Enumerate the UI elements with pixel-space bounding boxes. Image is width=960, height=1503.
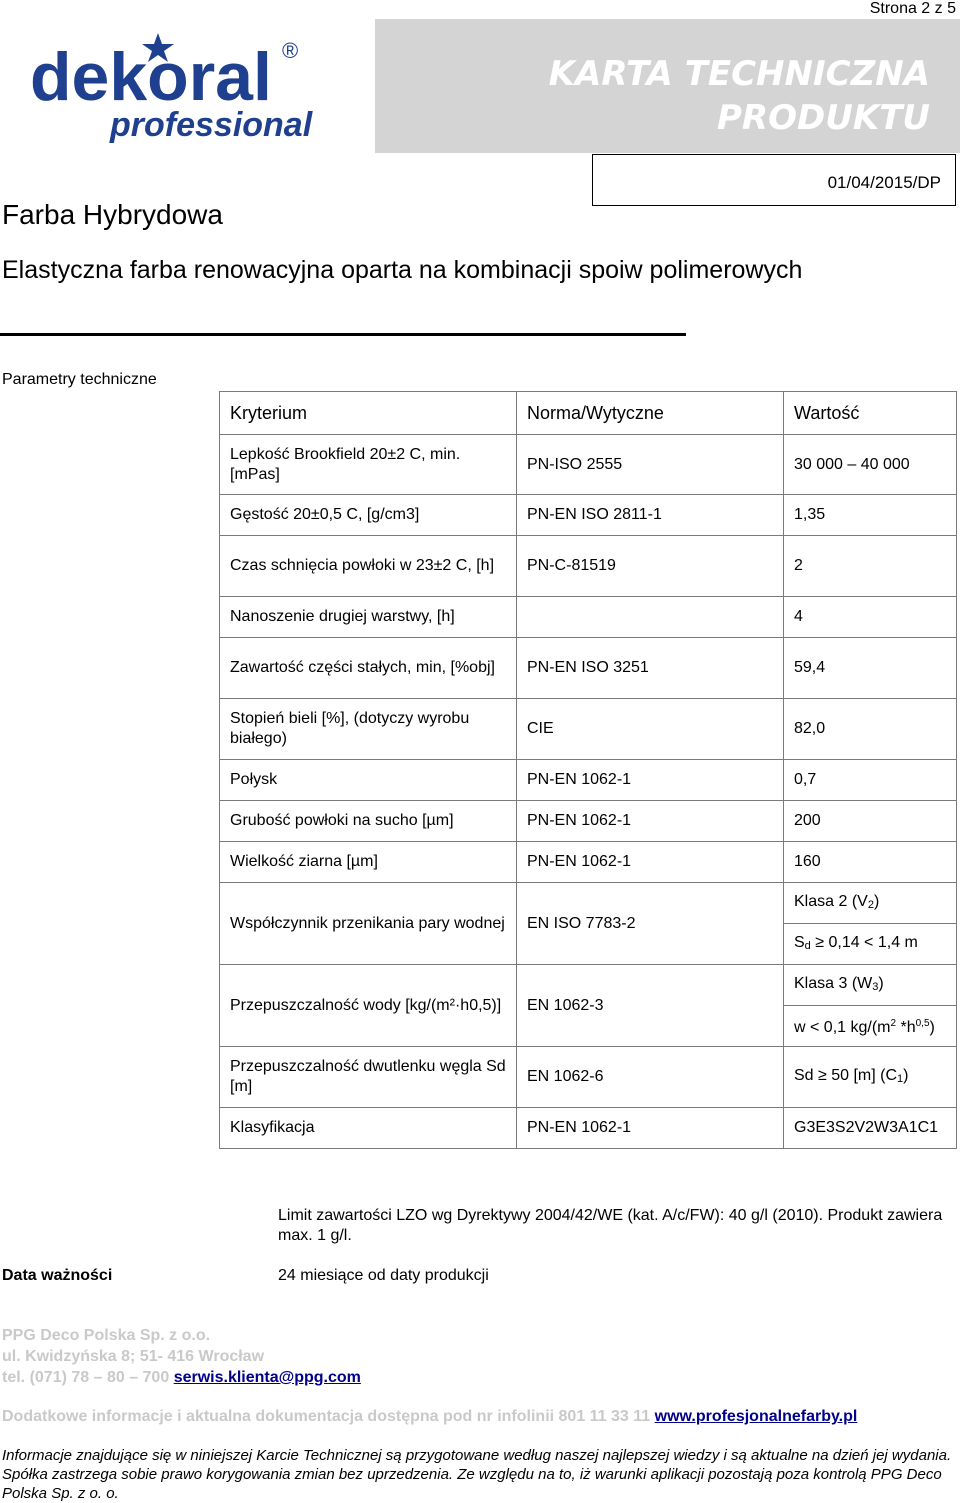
- cell-value: G3E3S2V2W3A1C1: [784, 1108, 957, 1149]
- cell-norm: PN-EN 1062-1: [517, 842, 784, 883]
- cell-criterion: Gęstość 20±0,5 C, [g/cm3]: [220, 495, 517, 536]
- table-row: [220, 760, 957, 801]
- cell-norm: PN-C-81519: [517, 536, 784, 597]
- header-criterion: Kryterium: [220, 392, 517, 435]
- cell-norm: PN-EN 1062-1: [517, 1108, 784, 1149]
- doc-title-line1: KARTA TECHNICZNA: [548, 54, 930, 94]
- cell-value: 82,0: [784, 699, 957, 760]
- params-section-label: Parametry techniczne: [2, 371, 157, 388]
- header-value: Wartość: [784, 392, 957, 435]
- doc-title: [510, 52, 930, 140]
- company-email-link[interactable]: serwis.klienta@ppg.com: [173, 1369, 361, 1386]
- cell-criterion: Współczynnik przenikania pary wodnej: [220, 883, 517, 965]
- params-table: [219, 391, 957, 1149]
- cell-value: 59,4: [784, 638, 957, 699]
- validity-label: Data ważności: [2, 1267, 113, 1284]
- cell-criterion: Lepkość Brookfield 20±2 C, min. [mPas]: [220, 435, 517, 495]
- cell-value: 4: [784, 597, 957, 638]
- info-text: Dodatkowe informacje i aktualna dokumentacja dostępna pod nr infolinii 801 11 33 11: [2, 1408, 651, 1425]
- cell-criterion: Przepuszczalność wody [kg/(m²·h0,5)]: [220, 965, 517, 1047]
- disclaimer: Informacje znajdujące się w niniejszej Karcie Technicznej są przygotowane według naszej najlepszej wiedzy i są aktualne na dzień jej wydania. Spółka zastrzega sobie prawo korygowania zmian bez uprzedzenia. Ze względu na to, iż warunki aplikacji pozostają poza kontrolą PPG Deco Polska Sp. z o. o.: [2, 1447, 952, 1502]
- cell-value: 160: [784, 842, 957, 883]
- cell-norm: PN-EN ISO 2811-1: [517, 495, 784, 536]
- cell-norm: PN-EN 1062-1: [517, 760, 784, 801]
- table-row: [220, 638, 957, 699]
- cell-criterion: Przepuszczalność dwutlenku węgla Sd [m]: [220, 1047, 517, 1108]
- product-name: Farba Hybrydowa: [2, 199, 223, 230]
- cell-value: 2: [784, 536, 957, 597]
- table-row: [220, 801, 957, 842]
- cell-norm: EN 1062-3: [517, 965, 784, 1047]
- cell-value: 1,35: [784, 495, 957, 536]
- cell-value: 0,7: [784, 760, 957, 801]
- page-number: Strona 2 z 5: [869, 0, 956, 17]
- cell-value: Sd ≥ 50 [m] (C1): [784, 1047, 957, 1108]
- table-row: [220, 1047, 957, 1108]
- cell-norm: CIE: [517, 699, 784, 760]
- cell-criterion: Stopień bieli [%], (dotyczy wyrobu białego): [220, 699, 517, 760]
- logo-wordmark: dekoral: [30, 39, 272, 115]
- table-row: [220, 699, 957, 760]
- table-header-row: [220, 392, 957, 435]
- cell-criterion: Zawartość części stałych, min, [%obj]: [220, 638, 517, 699]
- table-row: [220, 597, 957, 638]
- cell-criterion: Połysk: [220, 760, 517, 801]
- date-code: 01/04/2015/DP: [592, 154, 956, 206]
- cell-value-sd: Sd ≥ 0,14 < 1,4 m: [784, 924, 957, 965]
- logo-registered-mark: ®: [282, 38, 299, 63]
- cell-value-w: w < 0,1 $kg/(m^2$ $*h^{0,5}$): [784, 1006, 957, 1047]
- table-row: [220, 435, 957, 495]
- header-norm: Norma/Wytyczne: [517, 392, 784, 435]
- table-row: [220, 536, 957, 597]
- cell-norm: EN 1062-6: [517, 1047, 784, 1108]
- cell-norm: PN-ISO 2555: [517, 435, 784, 495]
- company-name: PPG Deco Polska Sp. z o.o.: [2, 1327, 211, 1344]
- cell-criterion: Grubość powłoki na sucho [µm]: [220, 801, 517, 842]
- company-contact: [2, 1367, 361, 1388]
- logo-professional: professional: [110, 106, 313, 144]
- cell-criterion: Klasyfikacja: [220, 1108, 517, 1149]
- cell-norm: PN-EN 1062-1: [517, 801, 784, 842]
- table-row: [220, 883, 957, 924]
- cell-criterion: Czas schnięcia powłoki w 23±2 C, [h]: [220, 536, 517, 597]
- company-block: [2, 1325, 361, 1388]
- website-link[interactable]: www.profesjonalnefarby.pl: [654, 1408, 858, 1425]
- dekoral-logo: [30, 28, 350, 148]
- company-phone: tel. (071) 78 – 80 – 700: [2, 1369, 170, 1386]
- cell-norm: EN ISO 7783-2: [517, 883, 784, 965]
- cell-value: 200: [784, 801, 957, 842]
- cell-criterion: Wielkość ziarna [µm]: [220, 842, 517, 883]
- validity-value: 24 miesiące od daty produkcji: [278, 1267, 489, 1284]
- cell-norm: PN-EN ISO 3251: [517, 638, 784, 699]
- divider: [0, 333, 686, 336]
- company-address: ul. Kwidzyńska 8; 51- 416 Wrocław: [2, 1348, 265, 1365]
- info-line: [2, 1408, 857, 1426]
- lzo-limit-text: Limit zawartości LZO wg Dyrektywy 2004/42/WE (kat. A/c/FW): 40 g/l (2010). Produkt zawiera max. 1 g/l.: [278, 1207, 943, 1244]
- cell-criterion: Nanoszenie drugiej warstwy, [h]: [220, 597, 517, 638]
- cell-value: 30 000 – 40 000: [784, 435, 957, 495]
- product-subtitle: Elastyczna farba renowacyjna oparta na kombinacji spoiw polimerowych: [2, 256, 803, 284]
- table-row: [220, 842, 957, 883]
- cell-norm: [517, 597, 784, 638]
- doc-title-line2: PRODUKTU: [717, 98, 930, 138]
- table-row: [220, 1108, 957, 1149]
- table-row: [220, 495, 957, 536]
- cell-value-class: Klasa 2 (V2): [784, 883, 957, 924]
- cell-value-class: Klasa 3 (W3): [784, 965, 957, 1006]
- table-row: [220, 965, 957, 1006]
